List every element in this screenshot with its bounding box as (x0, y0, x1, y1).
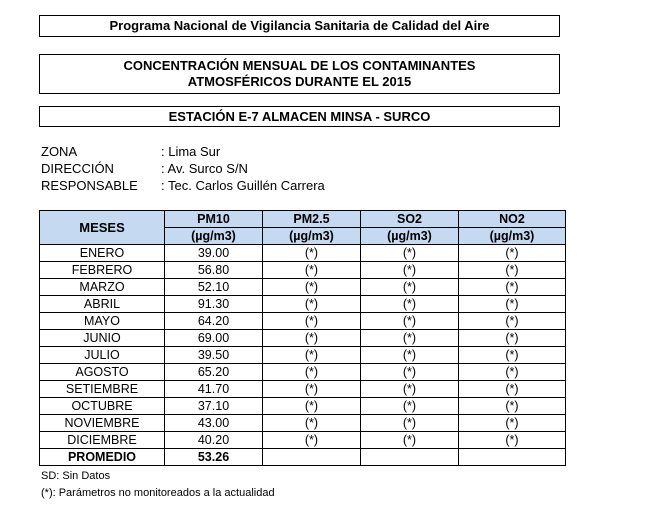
report-subtitle-box (39, 54, 560, 94)
info-row-zona (41, 143, 325, 160)
cell-pm10: 39.00 (165, 245, 263, 262)
cell-pm10: 43.00 (165, 415, 263, 432)
program-title: Programa Nacional de Vigilancia Sanitaria de Calidad del Aire (109, 18, 490, 33)
header-pm10-unit: (µg/m3) (165, 228, 263, 245)
cell-pm25: (*) (263, 296, 361, 313)
cell-no2: (*) (459, 330, 566, 347)
table-row (40, 330, 566, 347)
table-row (40, 398, 566, 415)
cell-pm10: 65.20 (165, 364, 263, 381)
average-so2 (361, 449, 459, 466)
cell-so2: (*) (361, 245, 459, 262)
cell-pm25: (*) (263, 432, 361, 449)
table-body (40, 245, 566, 466)
cell-month: OCTUBRE (40, 398, 165, 415)
cell-so2: (*) (361, 364, 459, 381)
cell-so2: (*) (361, 279, 459, 296)
cell-month: JULIO (40, 347, 165, 364)
cell-so2: (*) (361, 347, 459, 364)
cell-no2: (*) (459, 296, 566, 313)
cell-pm10: 41.70 (165, 381, 263, 398)
cell-pm25: (*) (263, 415, 361, 432)
footnote-asterisk: (*): Parámetros no monitoreados a la actualidad (41, 487, 275, 499)
cell-no2: (*) (459, 415, 566, 432)
header-pm25: PM2.5 (263, 211, 361, 228)
report-subtitle-line1: CONCENTRACIÓN MENSUAL DE LOS CONTAMINANTES (123, 58, 476, 73)
cell-pm10: 39.50 (165, 347, 263, 364)
cell-month: JUNIO (40, 330, 165, 347)
info-value: : Tec. Carlos Guillén Carrera (161, 178, 325, 193)
station-box (39, 106, 560, 127)
table-row (40, 432, 566, 449)
table-row (40, 262, 566, 279)
header-no2: NO2 (459, 211, 566, 228)
cell-pm25: (*) (263, 330, 361, 347)
table-header-row (40, 211, 566, 228)
cell-month: ABRIL (40, 296, 165, 313)
table-row (40, 415, 566, 432)
pollutant-table (39, 210, 566, 466)
table-row (40, 381, 566, 398)
cell-month: ENERO (40, 245, 165, 262)
cell-pm25: (*) (263, 279, 361, 296)
cell-pm10: 37.10 (165, 398, 263, 415)
table-row (40, 245, 566, 262)
cell-month: MAYO (40, 313, 165, 330)
cell-pm25: (*) (263, 364, 361, 381)
table-row (40, 279, 566, 296)
cell-month: NOVIEMBRE (40, 415, 165, 432)
table-row (40, 347, 566, 364)
info-row-direccion (41, 160, 325, 177)
table-row (40, 313, 566, 330)
program-title-box (39, 15, 560, 37)
info-label: DIRECCIÓN (41, 161, 114, 176)
cell-pm10: 40.20 (165, 432, 263, 449)
cell-no2: (*) (459, 381, 566, 398)
cell-month: DICIEMBRE (40, 432, 165, 449)
header-meses: MESES (40, 211, 165, 245)
cell-pm10: 69.00 (165, 330, 263, 347)
cell-month: MARZO (40, 279, 165, 296)
cell-no2: (*) (459, 364, 566, 381)
cell-month: AGOSTO (40, 364, 165, 381)
cell-no2: (*) (459, 432, 566, 449)
header-so2: SO2 (361, 211, 459, 228)
cell-pm25: (*) (263, 262, 361, 279)
cell-no2: (*) (459, 347, 566, 364)
cell-so2: (*) (361, 381, 459, 398)
header-pm25-unit: (µg/m3) (263, 228, 361, 245)
info-value: : Lima Sur (161, 144, 221, 159)
cell-pm10: 56.80 (165, 262, 263, 279)
cell-pm25: (*) (263, 245, 361, 262)
cell-so2: (*) (361, 330, 459, 347)
table-row (40, 296, 566, 313)
cell-no2: (*) (459, 279, 566, 296)
cell-no2: (*) (459, 245, 566, 262)
average-pm10: 53.26 (165, 449, 263, 466)
info-label: RESPONSABLE (41, 178, 138, 193)
station-title: ESTACIÓN E-7 ALMACEN MINSA - SURCO (168, 109, 431, 124)
cell-pm25: (*) (263, 313, 361, 330)
cell-pm25: (*) (263, 398, 361, 415)
cell-so2: (*) (361, 262, 459, 279)
cell-month: SETIEMBRE (40, 381, 165, 398)
cell-so2: (*) (361, 432, 459, 449)
header-no2-unit: (µg/m3) (459, 228, 566, 245)
cell-no2: (*) (459, 398, 566, 415)
station-info (41, 143, 325, 194)
cell-no2: (*) (459, 313, 566, 330)
cell-so2: (*) (361, 296, 459, 313)
info-label: ZONA (41, 144, 78, 159)
average-row (40, 449, 566, 466)
cell-pm10: 64.20 (165, 313, 263, 330)
average-pm25 (263, 449, 361, 466)
footnote-sd: SD: Sin Datos (41, 470, 111, 482)
cell-so2: (*) (361, 313, 459, 330)
cell-month: FEBRERO (40, 262, 165, 279)
average-no2 (459, 449, 566, 466)
table-row (40, 364, 566, 381)
cell-pm10: 91.30 (165, 296, 263, 313)
info-row-responsable (41, 177, 325, 194)
average-label: PROMEDIO (40, 449, 165, 466)
header-pm10: PM10 (165, 211, 263, 228)
cell-pm25: (*) (263, 347, 361, 364)
header-so2-unit: (µg/m3) (361, 228, 459, 245)
cell-pm10: 52.10 (165, 279, 263, 296)
report-subtitle-line2: ATMOSFÉRICOS DURANTE EL 2015 (187, 74, 412, 89)
info-value: : Av. Surco S/N (161, 161, 248, 176)
cell-so2: (*) (361, 398, 459, 415)
cell-no2: (*) (459, 262, 566, 279)
cell-so2: (*) (361, 415, 459, 432)
cell-pm25: (*) (263, 381, 361, 398)
